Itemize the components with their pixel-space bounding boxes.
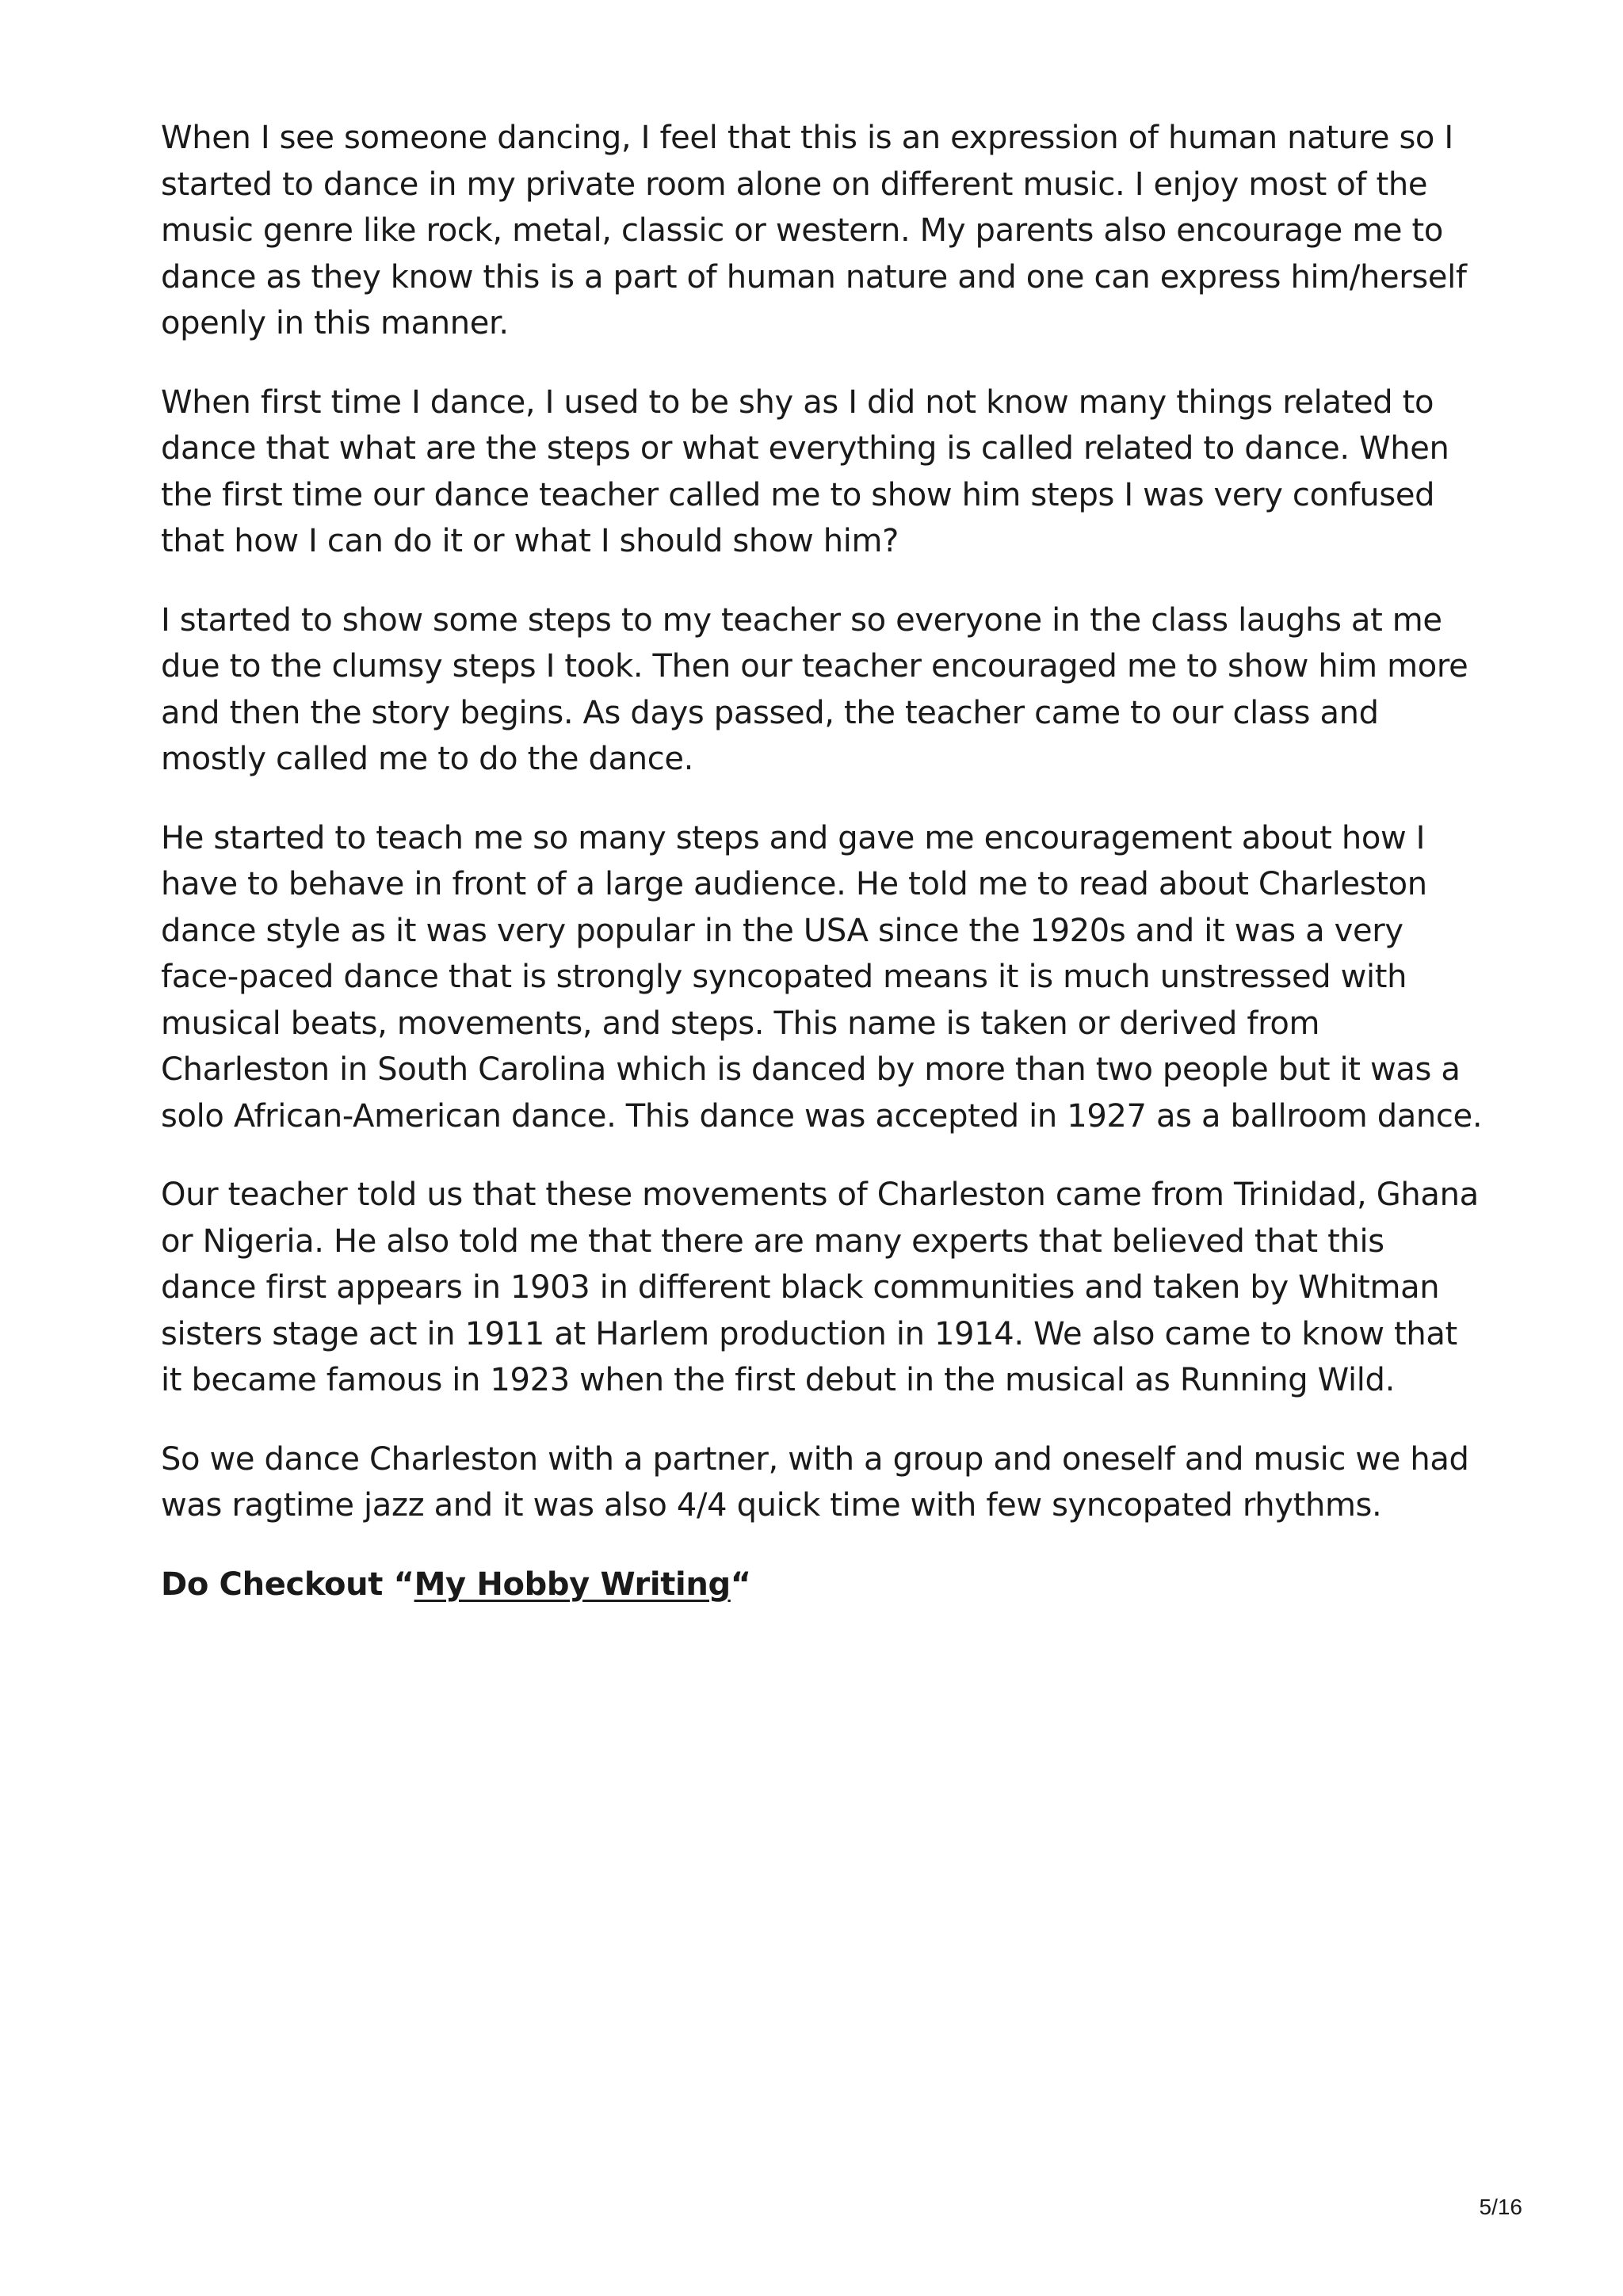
paragraph-2: When first time I dance, I used to be shy as I did not know many things related to dance that what are the steps or what everything is called related to dance. When the first time our dance teacher called me to show him steps I was very confused that how I can do it or what I should show him? — [161, 383, 1449, 559]
checkout-line — [161, 1562, 1486, 1608]
paragraph-1: When I see someone dancing, I feel that this is an expression of human nature so I started to dance in my private room alone on different music. I enjoy most of the music genre like rock, metal, classic or western. My parents also encourage me to dance as they know this is a part of human nature and one can express him/herself openly in this manner. — [161, 120, 1467, 341]
checkout-prefix: Do Checkout “ — [161, 1566, 414, 1603]
paragraph-3: I started to show some steps to my teacher so everyone in the class laughs at me due to the clumsy steps I took. Then our teacher encouraged me to show him more and then the story begins. As days passed, the teacher came to our class and mostly called me to do the dance. — [161, 601, 1468, 777]
article-body — [161, 115, 1486, 1608]
paragraph-4: He started to teach me so many steps and gave me encouragement about how I have to behave in front of a large audience. He told me to read about Charleston dance style as it was very popular in the USA since the 1920s and it was a very face-paced dance that is strongly syncopated means it is much unstressed with musical beats, movements, and steps. This name is taken or derived from Charleston in South Carolina which is danced by more than two people but it was a solo African-American dance. This dance was accepted in 1927 as a ballroom dance. — [161, 819, 1483, 1135]
paragraph-6: So we dance Charleston with a partner, with a group and oneself and music we had was ragtime jazz and it was also 4/4 quick time with few syncopated rhythms. — [161, 1440, 1469, 1524]
page-number: 5/16 — [1479, 2195, 1522, 2219]
paragraph-5: Our teacher told us that these movements of Charleston came from Trinidad, Ghana or Nigeria. He also told me that there are many experts that believed that this dance first appears in 1903 in different black communities and taken by Whitman sisters stage act in 1911 at Harlem production in 1914. We also came to know that it became famous in 1923 when the first debut in the musical as Running Wild. — [161, 1177, 1479, 1398]
checkout-suffix: “ — [730, 1566, 751, 1603]
my-hobby-writing-link[interactable]: My Hobby Writing — [414, 1566, 731, 1603]
